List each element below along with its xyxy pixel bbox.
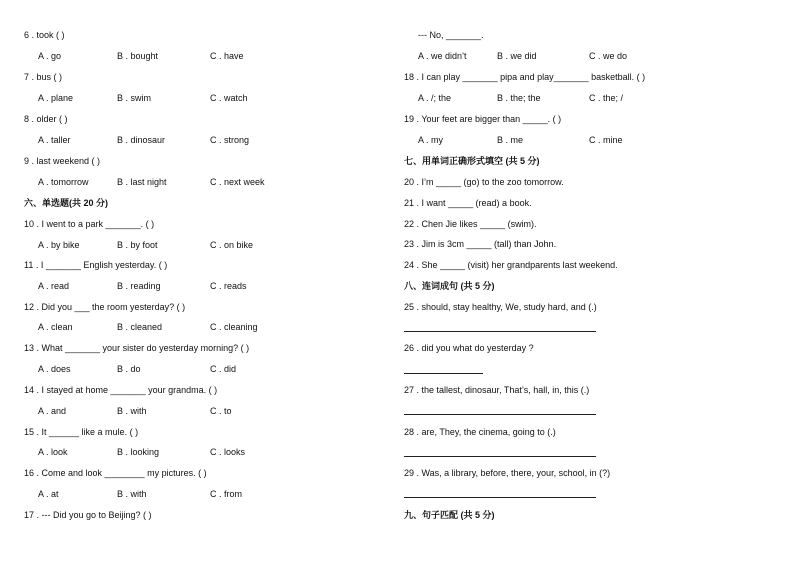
section-heading-7: 七、用单词正确形式填空 (共 5 分) <box>404 156 540 166</box>
option-a[interactable]: A . go <box>38 51 62 61</box>
question-27: 27 . the tallest, dinosaur, That’s, hall, in, this (.) <box>404 385 590 395</box>
question-12 <box>24 300 185 314</box>
answer-line[interactable] <box>404 456 596 457</box>
question-18-options <box>404 91 734 105</box>
question-19 <box>404 112 561 126</box>
question-stem: 13 . What _______ your sister do yesterday morning? ( ) <box>24 343 250 353</box>
option-b[interactable]: B . dinosaur <box>117 135 166 145</box>
question-stem: 17 . --- Did you go to Beijing? ( ) <box>24 510 152 520</box>
option-b[interactable]: B . last night <box>117 177 167 187</box>
question-19-options <box>404 133 734 147</box>
option-c[interactable]: C . reads <box>210 281 247 291</box>
answer-line[interactable] <box>404 331 596 332</box>
option-b[interactable]: B . we did <box>497 51 537 61</box>
question-stem: 19 . Your feet are bigger than _____. ( ) <box>404 114 562 124</box>
question-17 <box>24 508 152 522</box>
question-14-options <box>24 404 354 418</box>
question-6 <box>24 28 65 42</box>
question-13-options <box>24 362 354 376</box>
question-8 <box>24 112 68 126</box>
section-heading-8: 八、连词成句 (共 5 分) <box>404 281 495 291</box>
option-a[interactable]: A . does <box>38 364 71 374</box>
option-a[interactable]: A . and <box>38 406 67 416</box>
question-9-options <box>24 175 354 189</box>
option-c[interactable]: C . have <box>210 51 244 61</box>
question-17-reply: --- No, _______. <box>418 30 484 40</box>
option-a[interactable]: A . by bike <box>38 240 80 250</box>
option-b[interactable]: B . me <box>497 135 524 145</box>
question-7 <box>24 70 62 84</box>
question-11-options <box>24 279 354 293</box>
option-b[interactable]: B . bought <box>117 51 159 61</box>
option-b[interactable]: B . by foot <box>117 240 158 250</box>
question-11 <box>24 258 167 272</box>
question-stem: 15 . It ______ like a mule. ( ) <box>24 427 139 437</box>
option-b[interactable]: B . with <box>117 406 147 416</box>
option-b[interactable]: B . the; the <box>497 93 541 103</box>
question-6-options <box>24 49 354 63</box>
question-10-options <box>24 238 354 252</box>
question-16 <box>24 466 207 480</box>
question-15-options <box>24 445 354 459</box>
question-26: 26 . did you what do yesterday ? <box>404 343 534 353</box>
question-stem: 11 . I _______ English yesterday. ( ) <box>24 260 168 270</box>
question-21: 21 . I want _____ (read) a book. <box>404 198 532 208</box>
option-a[interactable]: A . at <box>38 489 59 499</box>
option-a[interactable]: A . tomorrow <box>38 177 89 187</box>
question-stem: 16 . Come and look ________ my pictures. ( ) <box>24 468 207 478</box>
section-heading-9: 九、句子匹配 (共 5 分) <box>404 510 495 520</box>
option-c[interactable]: C . looks <box>210 447 246 457</box>
question-23: 23 . Jim is 3cm _____ (tall) than John. <box>404 239 557 249</box>
option-c[interactable]: C . watch <box>210 93 248 103</box>
option-b[interactable]: B . swim <box>117 93 152 103</box>
question-stem: 6 . took ( ) <box>24 30 65 40</box>
question-15 <box>24 425 138 439</box>
question-14 <box>24 383 217 397</box>
question-13 <box>24 341 249 355</box>
option-a[interactable]: A . we didn’t <box>418 51 467 61</box>
question-stem: 18 . I can play _______ pipa and play_______ basketball. ( ) <box>404 72 646 82</box>
question-29: 29 . Was, a library, before, there, your, school, in (?) <box>404 468 611 478</box>
question-8-options <box>24 133 354 147</box>
option-a[interactable]: A . read <box>38 281 70 291</box>
option-c[interactable]: C . from <box>210 489 243 499</box>
question-stem: 14 . I stayed at home _______ your grandma. ( ) <box>24 385 218 395</box>
option-c[interactable]: C . mine <box>589 135 623 145</box>
option-c[interactable]: C . the; / <box>589 93 624 103</box>
question-24: 24 . She _____ (visit) her grandparents last weekend. <box>404 260 618 270</box>
option-b[interactable]: B . with <box>117 489 147 499</box>
option-c[interactable]: C . to <box>210 406 232 416</box>
option-b[interactable]: B . looking <box>117 447 160 457</box>
option-b[interactable]: B . cleaned <box>117 322 163 332</box>
option-a[interactable]: A . clean <box>38 322 73 332</box>
option-c[interactable]: C . we do <box>589 51 628 61</box>
option-a[interactable]: A . /; the <box>418 93 452 103</box>
question-12-options <box>24 320 354 334</box>
answer-line[interactable] <box>404 414 596 415</box>
option-b[interactable]: B . reading <box>117 281 161 291</box>
question-10 <box>24 217 154 231</box>
question-22: 22 . Chen Jie likes _____ (swim). <box>404 219 537 229</box>
option-c[interactable]: C . on bike <box>210 240 254 250</box>
question-stem: 7 . bus ( ) <box>24 72 63 82</box>
question-28: 28 . are, They, the cinema, going to (.) <box>404 427 556 437</box>
option-a[interactable]: A . look <box>38 447 68 457</box>
question-18 <box>404 70 645 84</box>
question-16-options <box>24 487 354 501</box>
question-9 <box>24 154 100 168</box>
section-heading-6: 六、单选题(共 20 分) <box>24 198 109 208</box>
question-stem: 12 . Did you ___ the room yesterday? ( ) <box>24 302 186 312</box>
question-7-options <box>24 91 354 105</box>
question-17-options <box>404 49 734 63</box>
question-stem: 10 . I went to a park _______. ( ) <box>24 219 155 229</box>
answer-line[interactable] <box>404 497 596 498</box>
option-c[interactable]: C . cleaning <box>210 322 258 332</box>
option-c[interactable]: C . did <box>210 364 237 374</box>
option-a[interactable]: A . my <box>418 135 444 145</box>
option-c[interactable]: C . strong <box>210 135 250 145</box>
question-stem: 9 . last weekend ( ) <box>24 156 101 166</box>
option-c[interactable]: C . next week <box>210 177 265 187</box>
question-25: 25 . should, stay healthy, We, study hard, and (.) <box>404 302 597 312</box>
question-stem: 8 . older ( ) <box>24 114 68 124</box>
option-b[interactable]: B . do <box>117 364 141 374</box>
question-20: 20 . I’m _____ (go) to the zoo tomorrow. <box>404 177 564 187</box>
answer-line[interactable] <box>404 373 483 374</box>
option-a[interactable]: A . taller <box>38 135 71 145</box>
option-a[interactable]: A . plane <box>38 93 74 103</box>
